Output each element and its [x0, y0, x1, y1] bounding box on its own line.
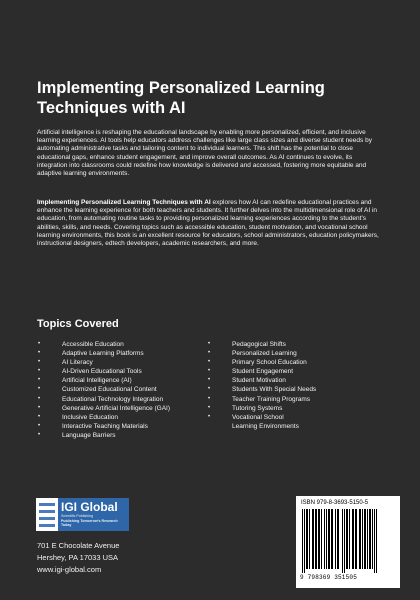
topic-item: • Language Barriers	[38, 431, 170, 440]
topic-item: • Customized Educational Content	[38, 385, 170, 394]
publisher-subtitle: Scientific Publishing	[61, 514, 93, 519]
topic-item: • Tutoring Systems	[208, 404, 316, 413]
topic-item: • Inclusive Education	[38, 413, 170, 422]
description-book-title: Implementing Personalized Learning Techniques with AI	[37, 199, 211, 206]
publisher-address	[37, 540, 119, 576]
isbn-barcode-block	[296, 496, 400, 588]
address-line-2: Hershey, PA 17033 USA	[37, 553, 119, 562]
topic-item: • Student Engagement	[208, 367, 316, 376]
topic-item: • AI-Driven Educational Tools	[38, 367, 170, 376]
topic-item: • Pedagogical Shifts	[208, 340, 316, 349]
topic-item: • Vocational School	[208, 413, 316, 422]
topic-item: • Student Motivation	[208, 376, 316, 385]
topics-list-left	[38, 340, 170, 440]
publisher-logo	[36, 498, 129, 531]
publisher-logo-wordmark	[58, 498, 129, 531]
topic-item: • AI Literacy	[38, 358, 170, 367]
topic-item: • Adaptive Learning Platforms	[38, 349, 170, 358]
topic-item: • Generative Artificial Intelligence (GAI)	[38, 404, 170, 413]
publisher-tagline: Publishing Tomorrow's Research Today	[61, 518, 118, 528]
topics-heading: Topics Covered	[37, 318, 119, 330]
description-paragraph-2-text: explores how AI can redefine educational practices and enhance the learning experience for both teachers and students. It further delves into the multidimensional role of AI in education, from automating routine tasks to providing personalized learning experiences according to the student's abilities, skills, and needs. Covering topics such as accessible education, student motivation, and vocational school learning environments, this book is an excellent resource for educators, school administrators, education policymakers, instructional designers, edtech developers, academic researchers, and more.	[37, 199, 379, 248]
topic-item: • Primary School Education	[208, 358, 316, 367]
description-paragraph-2	[37, 199, 383, 248]
barcode-number: 9 798369 351505	[300, 574, 358, 581]
publisher-name: IGI Global	[61, 500, 118, 515]
barcode-icon	[302, 509, 394, 573]
description-paragraph-1: Artificial intelligence is reshaping the educational landscape by enabling more personalized, efficient, and inclusive learning experiences. AI tools help educators address challenges like large class sizes and diverse student needs by automating administrative tasks and tailoring content to individual learners. This shift has the potential to close educational gaps, enhance student engagement, and improve overall outcomes. As AI continues to evolve, its integration into classrooms could redefine how knowledge is delivered and accessed, fostering more equitable and adaptive learning environments.	[37, 129, 372, 178]
topic-item: • Artificial Intelligence (AI)	[38, 376, 170, 385]
topic-item-continuation: Learning Environments	[232, 422, 299, 430]
publisher-website: www.igi-global.com	[37, 565, 102, 574]
publisher-logo-icon	[36, 498, 58, 531]
isbn-label: ISBN 979-8-3693-5150-5	[301, 500, 369, 506]
topic-item: • Interactive Teaching Materials	[38, 422, 170, 431]
topic-item: • Accessible Education	[38, 340, 170, 349]
book-title: Implementing Personalized Learning Techniques with AI	[37, 79, 325, 117]
topics-list-right	[208, 340, 316, 431]
topic-item: • Students With Special Needs	[208, 385, 316, 394]
topic-item: • Educational Technology Integration	[38, 395, 170, 404]
topic-item: • Personalized Learning	[208, 349, 316, 358]
address-line-1: 701 E Chocolate Avenue	[37, 541, 120, 550]
topic-item: • Teacher Training Programs	[208, 395, 316, 404]
